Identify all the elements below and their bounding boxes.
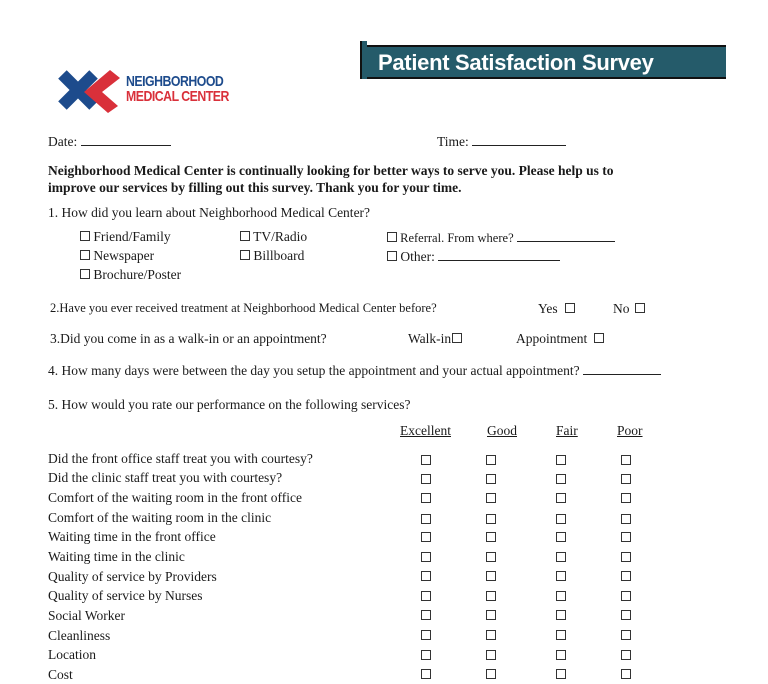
column-poor: Poor <box>617 423 643 438</box>
time-input-line[interactable] <box>472 133 566 146</box>
page-title: Patient Satisfaction Survey <box>378 50 654 75</box>
option-other[interactable] <box>387 248 560 265</box>
rating-checkbox-good[interactable] <box>486 474 496 484</box>
rating-checkbox-fair[interactable] <box>556 514 566 524</box>
rating-checkbox-excellent[interactable] <box>421 571 431 581</box>
rating-checkbox-good[interactable] <box>486 591 496 601</box>
option-newspaper[interactable] <box>80 248 154 264</box>
walkin-label: Walk-in <box>408 331 452 346</box>
rating-checkbox-good[interactable] <box>486 532 496 542</box>
rating-checkbox-fair[interactable] <box>556 455 566 465</box>
question-2: 2.Have you ever received treatment at Neighborhood Medical Center before? <box>50 301 437 315</box>
rating-checkbox-poor[interactable] <box>621 552 631 562</box>
option-brochure-poster[interactable] <box>80 267 181 283</box>
rating-checkbox-fair[interactable] <box>556 474 566 484</box>
rating-row-label: Waiting time in the front office <box>48 529 216 544</box>
rating-checkbox-good[interactable] <box>486 552 496 562</box>
rating-checkbox-fair[interactable] <box>556 552 566 562</box>
rating-row-label: Quality of service by Nurses <box>48 588 203 603</box>
rating-checkbox-fair[interactable] <box>556 591 566 601</box>
rating-checkbox-fair[interactable] <box>556 532 566 542</box>
rating-row-label: Comfort of the waiting room in the clinic <box>48 510 272 525</box>
logo-wordmark <box>126 74 229 104</box>
walkin-checkbox[interactable] <box>452 333 462 343</box>
rating-checkbox-excellent[interactable] <box>421 455 431 465</box>
q3-walkin-option[interactable] <box>408 331 462 347</box>
rating-checkbox-fair[interactable] <box>556 650 566 660</box>
cross-chevron-logo-icon <box>58 66 124 114</box>
rating-checkbox-good[interactable] <box>486 630 496 640</box>
rating-checkbox-poor[interactable] <box>621 493 631 503</box>
logo-line-2: MEDICAL CENTER <box>126 88 229 105</box>
rating-checkbox-fair[interactable] <box>556 610 566 620</box>
checkbox[interactable] <box>387 251 397 261</box>
option-friend-family[interactable] <box>80 229 171 245</box>
rating-checkbox-poor[interactable] <box>621 455 631 465</box>
rating-checkbox-excellent[interactable] <box>421 552 431 562</box>
q2-no-option[interactable] <box>613 301 645 317</box>
rating-checkbox-poor[interactable] <box>621 514 631 524</box>
rating-checkbox-excellent[interactable] <box>421 610 431 620</box>
q3-appointment-option[interactable] <box>516 331 604 347</box>
rating-checkbox-fair[interactable] <box>556 669 566 679</box>
rating-checkbox-excellent[interactable] <box>421 669 431 679</box>
rating-checkbox-good[interactable] <box>486 514 496 524</box>
option-label: Newspaper <box>93 248 155 263</box>
checkbox[interactable] <box>80 269 90 279</box>
rating-checkbox-poor[interactable] <box>621 474 631 484</box>
rating-checkbox-poor[interactable] <box>621 650 631 660</box>
rating-row-label: Waiting time in the clinic <box>48 549 185 564</box>
checkbox[interactable] <box>80 250 90 260</box>
banner-tab-decoration <box>360 41 367 79</box>
checkbox[interactable] <box>240 231 250 241</box>
rating-checkbox-excellent[interactable] <box>421 514 431 524</box>
checkbox[interactable] <box>240 250 250 260</box>
no-label: No <box>613 301 630 316</box>
option-billboard[interactable] <box>240 248 304 264</box>
rating-checkbox-good[interactable] <box>486 455 496 465</box>
rating-checkbox-poor[interactable] <box>621 571 631 581</box>
rating-checkbox-excellent[interactable] <box>421 474 431 484</box>
option-referral[interactable] <box>387 229 615 246</box>
appointment-checkbox[interactable] <box>594 333 604 343</box>
checkbox[interactable] <box>387 232 397 242</box>
column-fair: Fair <box>556 423 578 438</box>
rating-checkbox-fair[interactable] <box>556 493 566 503</box>
rating-row-label: Comfort of the waiting room in the front office <box>48 490 302 505</box>
rating-row-label: Cost <box>48 667 73 682</box>
rating-row-label: Did the clinic staff treat you with courtesy? <box>48 470 283 485</box>
rating-checkbox-fair[interactable] <box>556 571 566 581</box>
rating-checkbox-poor[interactable] <box>621 532 631 542</box>
option-label: Friend/Family <box>93 229 171 244</box>
days-input-line[interactable] <box>583 362 661 375</box>
rating-row-label: Quality of service by Providers <box>48 569 217 584</box>
rating-row-label: Social Worker <box>48 608 126 623</box>
time-label: Time: <box>437 134 469 149</box>
option-label: Brochure/Poster <box>93 267 182 282</box>
appointment-label: Appointment <box>516 331 588 346</box>
date-label: Date: <box>48 134 78 149</box>
rating-checkbox-good[interactable] <box>486 610 496 620</box>
option-label: Other: <box>400 249 435 264</box>
rating-row-label: Did the front office staff treat you with courtesy? <box>48 451 313 466</box>
survey-title-banner <box>360 45 726 79</box>
rating-checkbox-excellent[interactable] <box>421 630 431 640</box>
referral-input-line[interactable] <box>517 229 615 242</box>
yes-checkbox[interactable] <box>565 303 575 313</box>
option-label: TV/Radio <box>253 229 308 244</box>
column-good: Good <box>487 423 517 438</box>
rating-checkbox-poor[interactable] <box>621 669 631 679</box>
rating-row-label: Location <box>48 647 96 662</box>
date-input-line[interactable] <box>81 133 171 146</box>
question-5: 5. How would you rate our performance on the following services? <box>48 397 411 412</box>
rating-checkbox-poor[interactable] <box>621 630 631 640</box>
column-excellent: Excellent <box>400 423 451 438</box>
yes-label: Yes <box>538 301 558 316</box>
rating-checkbox-good[interactable] <box>486 669 496 679</box>
intro-line-2: improve our services by filling out this survey. Thank you for your time. <box>48 180 462 195</box>
rating-checkbox-good[interactable] <box>486 650 496 660</box>
option-label: Billboard <box>253 248 305 263</box>
rating-checkbox-poor[interactable] <box>621 591 631 601</box>
rating-checkbox-poor[interactable] <box>621 610 631 620</box>
other-input-line[interactable] <box>438 248 560 261</box>
rating-checkbox-excellent[interactable] <box>421 591 431 601</box>
time-field[interactable] <box>437 133 566 150</box>
logo <box>58 66 258 116</box>
rating-checkbox-excellent[interactable] <box>421 650 431 660</box>
checkbox[interactable] <box>80 231 90 241</box>
q2-yes-option[interactable] <box>538 301 575 317</box>
rating-checkbox-good[interactable] <box>486 571 496 581</box>
date-field[interactable] <box>48 133 171 150</box>
no-checkbox[interactable] <box>635 303 645 313</box>
logo-line-1: NEIGHBORHOOD <box>126 73 224 90</box>
rating-row-label: Cleanliness <box>48 628 111 643</box>
rating-checkbox-excellent[interactable] <box>421 493 431 503</box>
question-1: 1. How did you learn about Neighborhood Medical Center? <box>48 205 371 220</box>
rating-checkbox-fair[interactable] <box>556 630 566 640</box>
rating-checkbox-good[interactable] <box>486 493 496 503</box>
rating-checkbox-excellent[interactable] <box>421 532 431 542</box>
question-4-text: 4. How many days were between the day you setup the appointment and your actual appointment? <box>48 363 580 378</box>
question-3: 3.Did you come in as a walk-in or an appointment? <box>50 331 327 346</box>
option-label: Referral. From where? <box>400 231 514 245</box>
option-tv-radio[interactable] <box>240 229 307 245</box>
question-4 <box>48 362 661 379</box>
intro-line-1: Neighborhood Medical Center is continually looking for better ways to serve you. Please help us to <box>48 163 614 178</box>
